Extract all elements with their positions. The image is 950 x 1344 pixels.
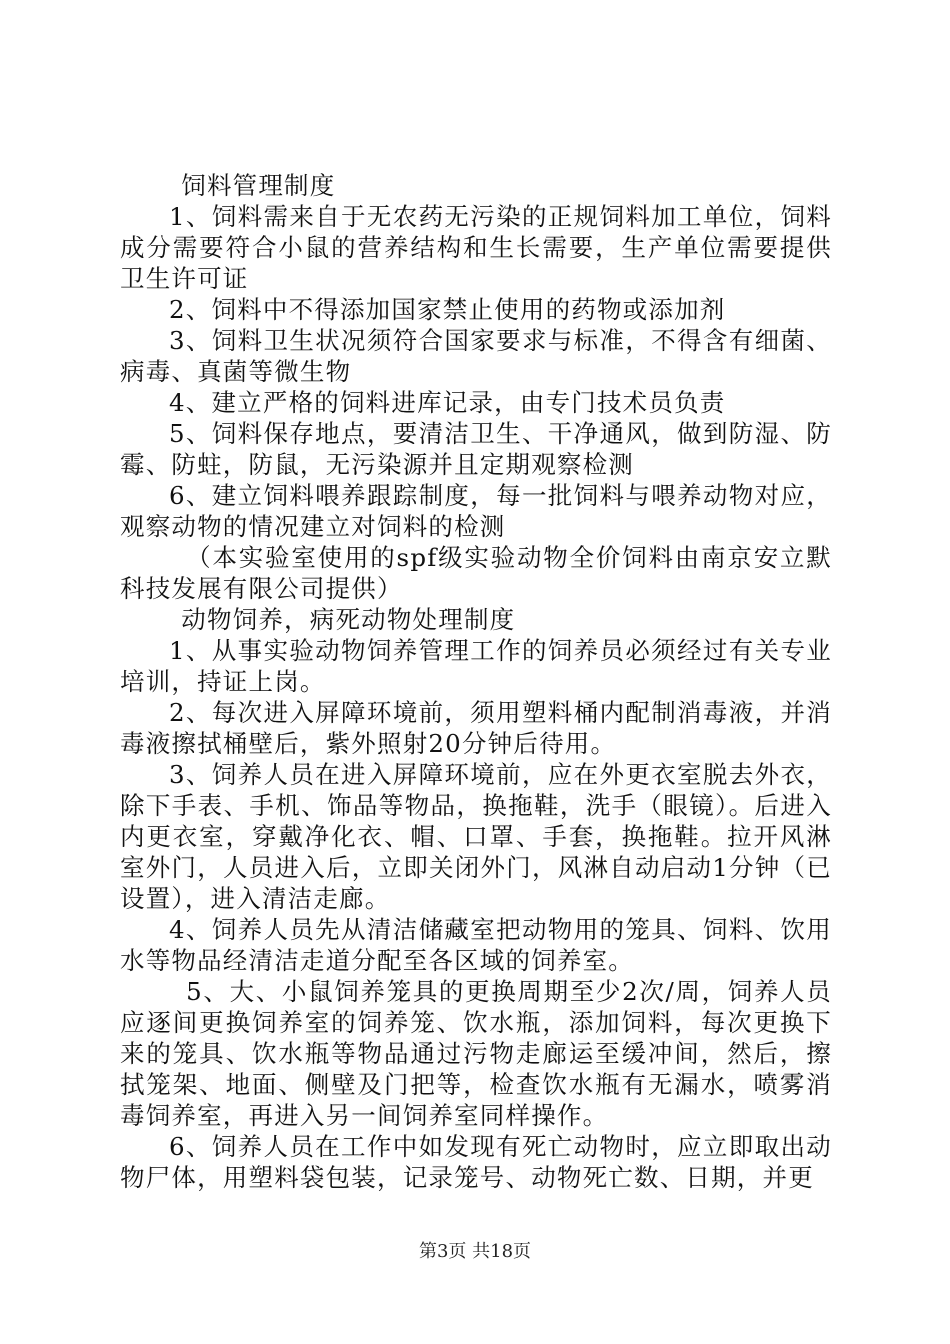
page-number-footer: 第3页 共18页: [418, 1241, 532, 1262]
paragraph-feed-rule-2: 2、饲料中不得添加国家禁止使用的药物或添加剂: [169, 295, 726, 324]
paragraph-feed-rule-4: 4、建立严格的饲料进库记录，由专门技术员负责: [169, 388, 726, 417]
paragraph-care-rule-2: 2、每次进入屏障环境前，须用塑料桶内配制消毒液，并消毒液擦拭桶壁后，紫外照射20分钟后待用。: [120, 698, 832, 758]
paragraph-feed-rule-3: 3、饲料卫生状况须符合国家要求与标准，不得含有细菌、病毒、真菌等微生物: [120, 326, 832, 386]
paragraph-feed-rule-5: 5、饲料保存地点，要清洁卫生、干净通风，做到防湿、防霉、防蛀，防鼠，无污染源并且定期观察检测: [120, 419, 832, 479]
document-body: [120, 170, 832, 1193]
section-heading-feed-management: 饲料管理制度: [181, 171, 336, 200]
paragraph-feed-rule-1: 1、饲料需来自于无农药无污染的正规饲料加工单位，饲料成分需要符合小鼠的营养结构和生长需要，生产单位需要提供卫生许可证: [120, 202, 832, 293]
paragraph-care-rule-6: 6、饲养人员在工作中如发现有死亡动物时，应立即取出动物尸体，用塑料袋包装，记录笼号、动物死亡数、日期，并更: [120, 1132, 832, 1192]
paragraph-care-rule-4: 4、饲养人员先从清洁储藏室把动物用的笼具、饲料、饮用水等物品经清洁走道分配至各区域的饲养室。: [120, 915, 832, 975]
paragraph-care-rule-3: 3、饲养人员在进入屏障环境前，应在外更衣室脱去外衣，除下手表、手机、饰品等物品，换拖鞋，洗手（眼镜）。后进入内更衣室，穿戴净化衣、帽、口罩、手套，换拖鞋。拉开风淋室外门，人员进入后，立即关闭外门，风淋自动启动1分钟（已设置），进入清洁走廊。: [120, 760, 832, 913]
paragraph-care-rule-1: 1、从事实验动物饲养管理工作的饲养员必须经过有关专业培训，持证上岗。: [120, 636, 832, 696]
paragraph-care-rule-5: 5、大、小鼠饲养笼具的更换周期至少2次/周，饲养人员应逐间更换饲养室的饲养笼、饮水瓶，添加饲料，每次更换下来的笼具、饮水瓶等物品通过污物走廊运至缓冲间，然后，擦拭笼架、地面、侧壁及门把等，检查饮水瓶有无漏水，喷雾消毒饲养室，再进入另一间饲养室同样操作。: [120, 977, 832, 1130]
paragraph-feed-rule-6: 6、建立饲料喂养跟踪制度，每一批饲料与喂养动物对应，观察动物的情况建立对饲料的检测: [120, 481, 832, 541]
paragraph-feed-supplier-note: （本实验室使用的spf级实验动物全价饲料由南京安立默科技发展有限公司提供）: [120, 543, 832, 603]
section-heading-animal-care: 动物饲养，病死动物处理制度: [181, 605, 516, 634]
